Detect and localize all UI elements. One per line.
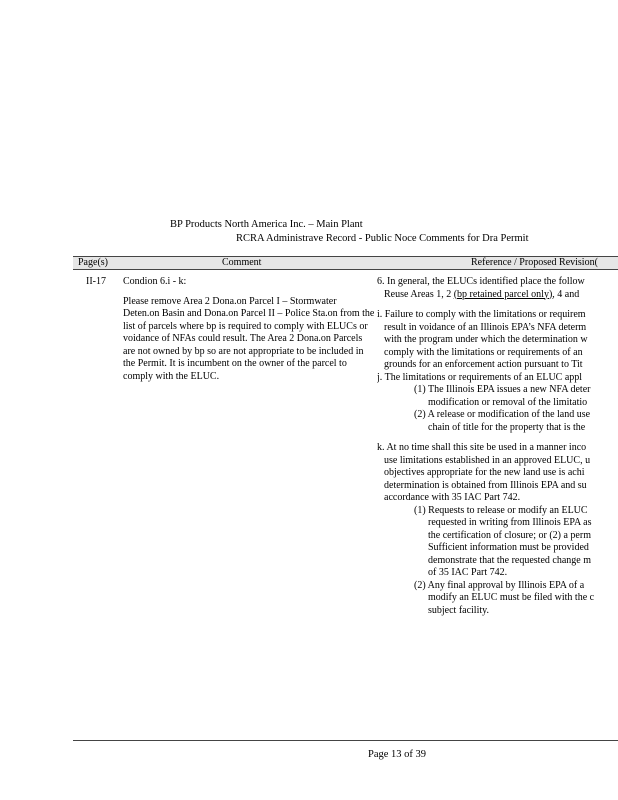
row-page-number: II-17 xyxy=(86,276,106,287)
ref-line: (1) Requests to release or modify an ELUC xyxy=(414,504,588,516)
ref-line: the certification of closure; or (2) a perm xyxy=(428,529,591,541)
ref-line: determination is obtained from Illinois EPA and su xyxy=(384,479,587,491)
ref-underlined-text: (bp retained parcel only) xyxy=(453,288,553,300)
comment-title: Condion 6.i - k: xyxy=(123,276,187,287)
ref-line: result in voidance of an Illinois EPA’s NFA determ xyxy=(384,321,587,333)
ref-line: j. The limitations or requirements of an ELUC appl xyxy=(377,371,583,383)
ref-line: of 35 IAC Part 742. xyxy=(428,567,508,578)
reference-cell xyxy=(377,276,618,617)
footer-divider xyxy=(73,740,618,741)
ref-line: comply with the limitations or requirements of an xyxy=(384,346,583,358)
ref-line: chain of title for the property that is the xyxy=(428,421,586,433)
column-header-reference: Reference / Proposed Revision( xyxy=(471,257,598,268)
ref-line: Reuse Areas 1, 2 (bp retained parcel only), 4 and xyxy=(384,288,580,300)
ref-line: 6. In general, the ELUCs identified place the follow xyxy=(377,276,585,287)
ref-line: objectives appropriate for the new land use is achi xyxy=(384,467,585,478)
ref-line: requested in writing from Illinois EPA as xyxy=(428,517,592,528)
ref-line: accordance with 35 IAC Part 742. xyxy=(384,492,521,503)
ref-line: subject facility. xyxy=(428,604,489,616)
document-title: BP Products North America Inc. – Main Plant xyxy=(170,219,363,230)
page-number: Page 13 of 39 xyxy=(368,749,427,760)
ref-line: demonstrate that the requested change m xyxy=(428,554,591,566)
ref-line: modification or removal of the limitatio xyxy=(428,396,588,408)
ref-line: (2) Any final approval by Illinois EPA of a xyxy=(414,579,585,591)
ref-line: (1) The Illinois EPA issues a new NFA deter xyxy=(414,384,591,395)
column-header-pages: Page(s) xyxy=(78,257,108,268)
ref-line: Sufficient information must be provided xyxy=(428,542,589,553)
ref-line: use limitations established in an approved ELUC, u xyxy=(384,454,591,466)
ref-line: with the program under which the determination w xyxy=(384,334,588,345)
table-header xyxy=(73,256,618,270)
ref-line: k. At no time shall this site be used in a manner inco xyxy=(377,442,587,453)
ref-line: i. Failure to comply with the limitations or requirem xyxy=(377,309,586,320)
ref-line: grounds for an enforcement action pursuant to Tit xyxy=(384,359,583,370)
ref-line: modify an ELUC must be filed with the c xyxy=(428,592,595,603)
ref-line: (2) A release or modification of the land use xyxy=(414,409,591,420)
comment-body: Please remove Area 2 Dona.on Parcel I – Stormwater Deten.on Basin and Dona.on Parcel II – Police Sta.on from the list of parcels where bp is required to comply with ELUCs or voidance of NFAs could result. The Area 2 Dona.on Parcels are not owned by bp so are not appropriate to be included in the Permit. It is incumbent on the owner of the parcel to comply with the ELUC. xyxy=(123,295,375,382)
column-header-comment: Comment xyxy=(222,257,262,268)
comment-cell xyxy=(123,276,375,390)
document-subtitle: RCRA Administrave Record - Public Noce Comments for Dra Permit xyxy=(236,233,529,244)
